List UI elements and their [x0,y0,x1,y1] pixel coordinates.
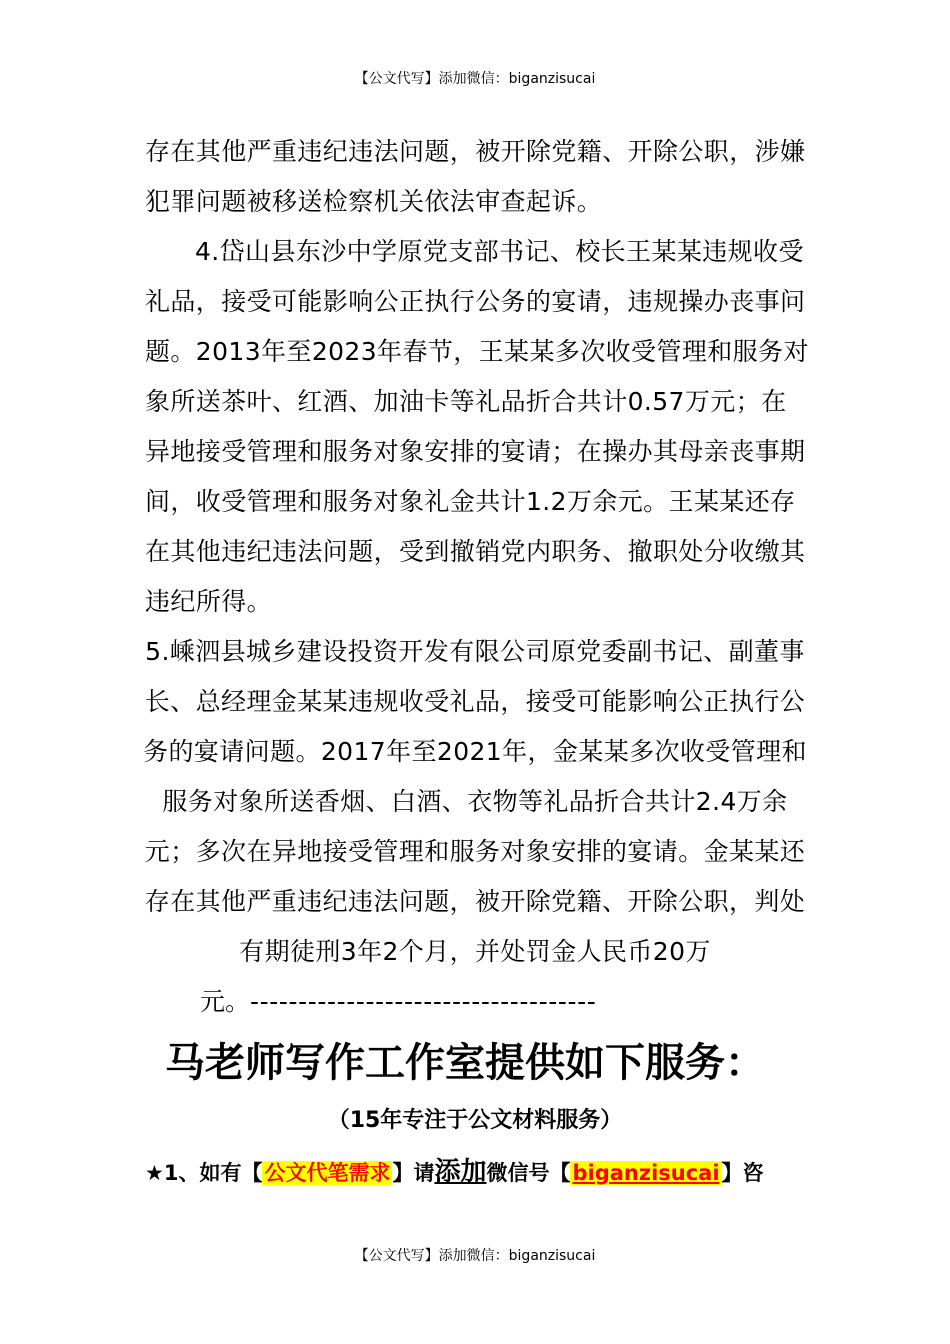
dash-separator: ------------------------------------ [250,987,597,1016]
service-subtitle: （15年专注于公文材料服务） [327,1108,623,1133]
add-emphasis: 添加 [434,1157,487,1187]
service-item-prefix: ★1、如有【 [145,1161,263,1185]
service-item-suffix: 】咨 [721,1161,764,1185]
service-item-1 [145,1152,825,1193]
paragraph-item-5-end [200,977,760,1027]
service-title: 马老师写作工作室提供如下服务： [165,1040,765,1086]
page-footer: 【公文代写】添加微信：biganzisucai [354,1248,596,1264]
paragraph-continuation: 存在其他严重违纪违法问题，被开除党籍、开除公职，涉嫌犯罪问题被移送检察机关依法审查起诉。 [145,137,806,216]
paragraph-end-text: 元。 [200,987,251,1016]
page-header: 【公文代写】添加微信：biganzisucai [354,71,596,87]
paragraph-item-5: 5.嵊泗县城乡建设投资开发有限公司原党委副书记、副董事长、总经理金某某违规收受礼品，接受可能影响公正执行公务的宴请问题。2017年至2021年，金某某多次收受管理和服务对象所送香烟、白酒、衣物等礼品折合共计2.4万余元；多次在异地接受管理和服务对象安排的宴请。金某某还存在其他严重违纪违法问题，被开除党籍、开除公职，判处有期徒刑3年2个月，并处罚金人民币20万 [143,637,807,966]
wechat-id-link[interactable]: biganzisucai [572,1161,720,1185]
paragraph-item-4: 4.岱山县东沙中学原党支部书记、校长王某某违规收受礼品，接受可能影响公正执行公务的宴请，违规操办丧事问题。2013年至2023年春节，王某某多次收受管理和服务对象所送茶叶、红酒、加油卡等礼品折合共计0.57万元；在异地接受管理和服务对象安排的宴请；在操办其母亲丧事期间，收受管理和服务对象礼金共计1.2万余元。王某某还存在其他违纪违法问题，受到撤销党内职务、撤职处分收缴其违纪所得。 [145,237,809,616]
highlight-need: 公文代笔需求 [264,1161,391,1185]
service-item-mid1: 】请 [392,1161,435,1185]
service-item-mid2: 微信号【 [486,1161,571,1185]
